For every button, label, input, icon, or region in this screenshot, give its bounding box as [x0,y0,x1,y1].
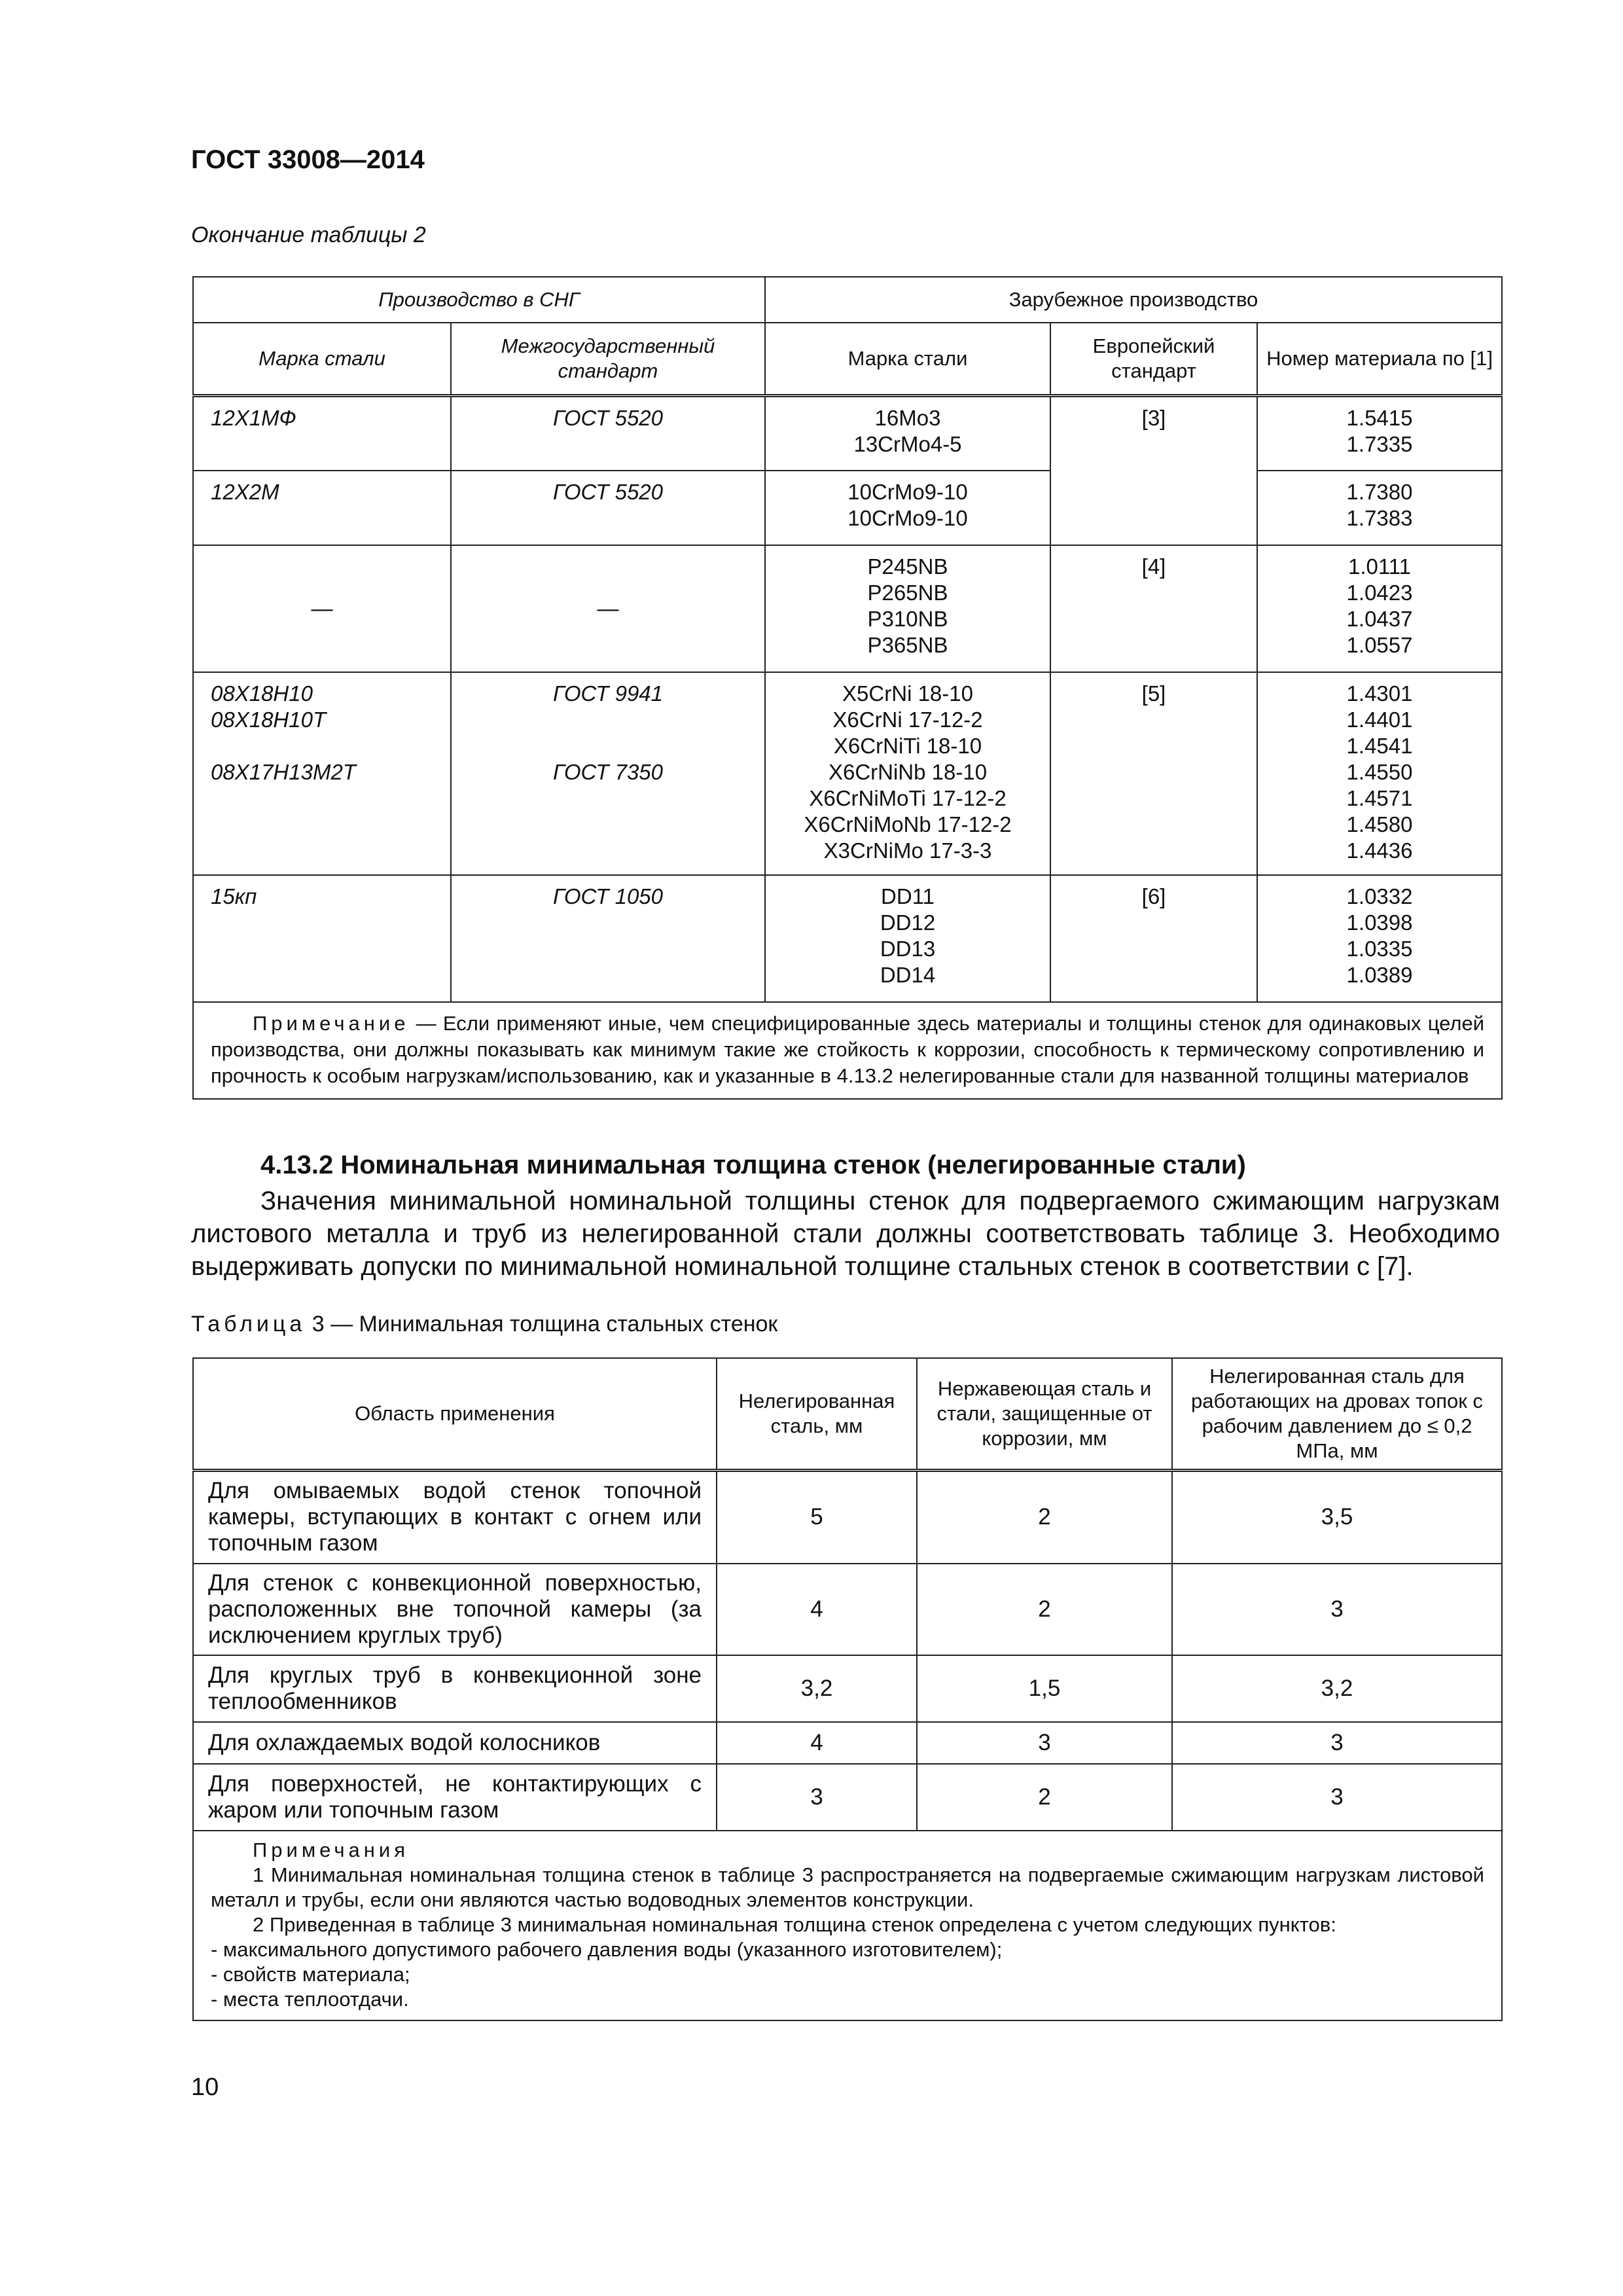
standard-cell: ГОСТ 9941 ГОСТ 7350 [451,672,765,875]
value-cell: 3 [1172,1564,1502,1655]
notes-label: Примечания [253,1838,409,1861]
material-number-cell: 1.7380 1.7383 [1257,471,1502,545]
grade-cell: 12Х2М [193,471,451,545]
value-cell: 1,5 [917,1655,1172,1722]
table3-notes [193,1831,1502,2020]
table-row [193,672,1502,875]
area-cell: Для поверхностей, не контактирующих с жаром или топочным газом [193,1764,717,1831]
value-cell: 3,2 [1172,1655,1502,1722]
note-bullet: - места теплоотдачи. [211,1987,409,2011]
grade-cell: 08Х18Н10 08Х18Н10Т 08Х17Н13М2Т [193,672,451,875]
area-cell: Для круглых труб в конвекционной зоне теплообменников [193,1655,717,1722]
header-european-standard: Европейский стандарт [1050,323,1257,396]
header-cis-production: Производство в СНГ [193,277,765,323]
note-text: — Если применяют иные, чем специфицированные здесь материалы и толщины стенок для одинаковых целей производства, они должны показывать как минимум такие же стойкость к коррозии, способность к термическому сопротивлению и прочность к особым нагрузкам/использованию, как и указанные в 4.13.2 нелегированные стали для названной толщины материалов [211,1011,1485,1087]
material-number-cell: 1.0332 1.0398 1.0335 1.0389 [1257,875,1502,1002]
standard-cell: — [451,545,765,672]
value-cell: 3,2 [717,1655,917,1722]
table-2 [192,276,1503,1100]
value-cell: 2 [917,1764,1172,1831]
header-area: Область применения [193,1358,717,1471]
area-cell: Для стенок с конвекционной поверхностью, расположенных вне топочной камеры (за исключением круглых труб) [193,1564,717,1655]
value-cell: 4 [717,1722,917,1764]
value-cell: 2 [917,1471,1172,1564]
value-cell: 3 [1172,1764,1502,1831]
area-cell: Для охлаждаемых водой колосников [193,1722,717,1764]
document-title: ГОСТ 33008—2014 [191,145,425,174]
value-cell: 4 [717,1564,917,1655]
table-row [193,1655,1502,1722]
table-row [193,1564,1502,1655]
header-interstate-standard: Межгосударственный стандарт [451,323,765,396]
value-cell: 3 [917,1722,1172,1764]
table3-caption: Таблица 3 — Минимальная толщина стальных стенок [191,1312,778,1336]
standard-cell: ГОСТ 1050 [451,875,765,1002]
note-bullet: - максимального допустимого рабочего давления воды (указанного изготовителем); [211,1937,1003,1961]
foreign-grade-cell: DD11 DD12 DD13 DD14 [765,875,1050,1002]
foreign-grade-cell: 16Mo3 13CrMo4-5 [765,396,1050,471]
value-cell: 5 [717,1471,917,1564]
table2-caption: Окончание таблицы 2 [191,223,426,247]
material-number-cell: 1.0111 1.0423 1.0437 1.0557 [1257,545,1502,672]
european-standard-cell: [3] [1050,396,1257,545]
table-row [193,1722,1502,1764]
header-foreign-production: Зарубежное производство [765,277,1502,323]
table-row [193,875,1502,1002]
value-cell: 3 [717,1764,917,1831]
material-number-cell: 1.5415 1.7335 [1257,396,1502,471]
grade-cell: — [193,545,451,672]
header-stainless: Нержавеющая сталь и стали, защищенные от коррозии, мм [917,1358,1172,1471]
table-row [193,545,1502,672]
grade-cell: 12Х1МФ [193,396,451,471]
value-cell: 3 [1172,1722,1502,1764]
foreign-grade-cell: P245NB P265NB P310NB P365NB [765,545,1050,672]
page-number: 10 [191,2073,219,2101]
table2-note [193,1002,1502,1099]
header-wood-fired: Нелегированная сталь для работающих на дровах топок с рабочим давлением до ≤ 0,2 МПа, мм [1172,1358,1502,1471]
note-1: 1 Минимальная номинальная толщина стенок в таблице 3 распространяется на подвергаемые сжимающим нагрузкам листовой металл и трубы, если они являются частью водоводных элементов конструкции. [211,1863,1484,1911]
european-standard-cell: [6] [1050,875,1257,1002]
foreign-grade-cell: X5CrNi 18-10 X6CrNi 17-12-2 X6CrNiTi 18-10 X6CrNiNb 18-10 X6CrNiMoTi 17-12-2 X6CrNiMoNb 17-12-2 X3CrNiMo 17-3-3 [765,672,1050,875]
table-row [193,396,1502,471]
header-grade-cis: Марка стали [193,323,451,396]
table-row [193,471,1502,545]
table-row [193,1764,1502,1831]
table-note-row [193,1002,1502,1099]
note-label: Примечание [253,1011,410,1035]
header-material-number: Номер материала по [1] [1257,323,1502,396]
area-cell: Для омываемых водой стенок топочной камеры, вступающих в контакт с огнем или топочным газом [193,1471,717,1564]
section-heading: 4.13.2 Номинальная минимальная толщина стенок (нелегированные стали) [260,1151,1246,1179]
standard-cell: ГОСТ 5520 [451,396,765,471]
foreign-grade-cell: 10CrMo9-10 10CrMo9-10 [765,471,1050,545]
header-grade-foreign: Марка стали [765,323,1050,396]
standard-cell: ГОСТ 5520 [451,471,765,545]
table-row [193,1471,1502,1564]
section-paragraph: Значения минимальной номинальной толщины стенок для подвергаемого сжимающим нагрузкам листового металла и труб из нелегированной стали должны соответствовать таблице 3. Необходимо выдерживать допуски по минимальной номинальной толщине стальных стенок в соответствии с [7]. [191,1187,1500,1281]
grade-cell: 15кп [193,875,451,1002]
note-bullet: - свойств материала; [211,1962,410,1986]
header-unalloyed: Нелегированная сталь, мм [717,1358,917,1471]
value-cell: 2 [917,1564,1172,1655]
european-standard-cell: [5] [1050,672,1257,875]
value-cell: 3,5 [1172,1471,1502,1564]
table-notes-row [193,1831,1502,2020]
table-3 [192,1357,1503,2021]
note-2: 2 Приведенная в таблице 3 минимальная номинальная толщина стенок определена с учетом следующих пунктов: [253,1912,1336,1936]
material-number-cell: 1.4301 1.4401 1.4541 1.4550 1.4571 1.4580 1.4436 [1257,672,1502,875]
european-standard-cell: [4] [1050,545,1257,672]
